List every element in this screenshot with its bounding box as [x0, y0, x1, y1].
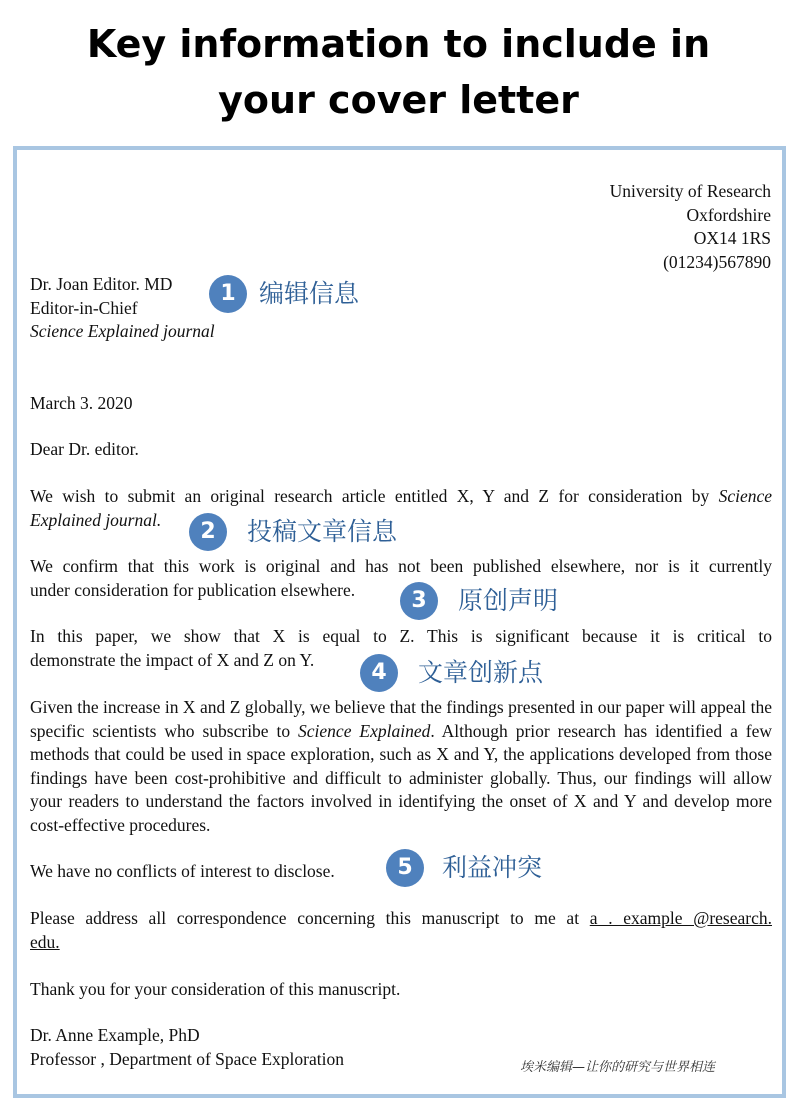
- recipient-block: [30, 273, 772, 344]
- annotation-badge-2: 2: [189, 513, 227, 551]
- letter-date: March 3. 2020: [30, 393, 133, 413]
- annotation-badge-3: 3: [400, 582, 438, 620]
- signature-name: Dr. Anne Example, PhD: [30, 1025, 200, 1045]
- annotation-label-1: 编辑信息: [259, 279, 360, 308]
- watermark: 埃米编辑—让你的研究与世界相连: [520, 1060, 716, 1075]
- paragraph-line: In this paper, we show that X is equal to Z. This is significant because it is critical to: [30, 626, 772, 646]
- address-line: OX14 1RS: [693, 228, 771, 248]
- paragraph-line: under consideration for publication elsewhere.: [30, 579, 356, 600]
- title-line-2: your cover letter: [218, 78, 579, 122]
- address-line: (01234)567890: [663, 251, 771, 272]
- email-link[interactable]: edu.: [30, 931, 60, 952]
- recipient-journal: Science Explained journal: [30, 321, 215, 341]
- paragraph-line: Please address all correspondence concerning this manuscript to me at a . example @research.: [30, 908, 772, 928]
- paragraph-line: demonstrate the impact of X and Z on Y.: [30, 649, 315, 670]
- address-line: Oxfordshire: [686, 204, 771, 225]
- paragraph-line: Explained journal.: [30, 509, 162, 530]
- paragraph-significance: Given the increase in X and Z globally, we believe that the findings presented in our paper will appeal the specific scientists who subscribe to Science Explained. Although prior research has identified a few methods that could be used in space exploration, such as X and Y, the applications developed from those findings have been cost-prohibitive and difficult to administer globally. Thus, our findings will allow your readers to understand the factors involved in identifying the onset of X and Y and develop more cost-effective procedures.: [30, 697, 772, 835]
- title-line-1: Key information to include in: [86, 22, 711, 66]
- paragraph-correspondence: [30, 907, 772, 954]
- page-title: [0, 16, 797, 128]
- salutation: Dear Dr. editor.: [30, 439, 139, 459]
- annotation-badge-5: 5: [386, 849, 424, 887]
- paragraph-novelty: [30, 625, 772, 672]
- paragraph-line: We wish to submit an original research article entitled X, Y and Z for consideration by Science: [30, 486, 773, 506]
- recipient-name: Dr. Joan Editor. MD: [30, 274, 173, 294]
- annotation-badge-4: 4: [360, 654, 398, 692]
- paragraph-conflicts: We have no conflicts of interest to disclose.: [30, 861, 335, 881]
- annotation-label-3: 原创声明: [458, 586, 559, 615]
- paragraph-submission: [30, 485, 772, 532]
- paragraph-line: We confirm that this work is original and has not been published elsewhere, nor is it currently: [30, 556, 772, 576]
- sender-address: [610, 180, 771, 274]
- annotation-label-2: 投稿文章信息: [247, 517, 398, 546]
- recipient-role: Editor-in-Chief: [30, 297, 138, 318]
- annotation-label-5: 利益冲突: [442, 853, 543, 882]
- annotation-label-4: 文章创新点: [418, 658, 544, 687]
- paragraph-thanks: Thank you for your consideration of this manuscript.: [30, 979, 401, 999]
- annotation-badge-1: 1: [209, 275, 247, 313]
- address-line: University of Research: [609, 181, 771, 201]
- email-link[interactable]: a . example @research.: [589, 908, 772, 928]
- signature-position: Professor , Department of Space Exploration: [30, 1048, 344, 1069]
